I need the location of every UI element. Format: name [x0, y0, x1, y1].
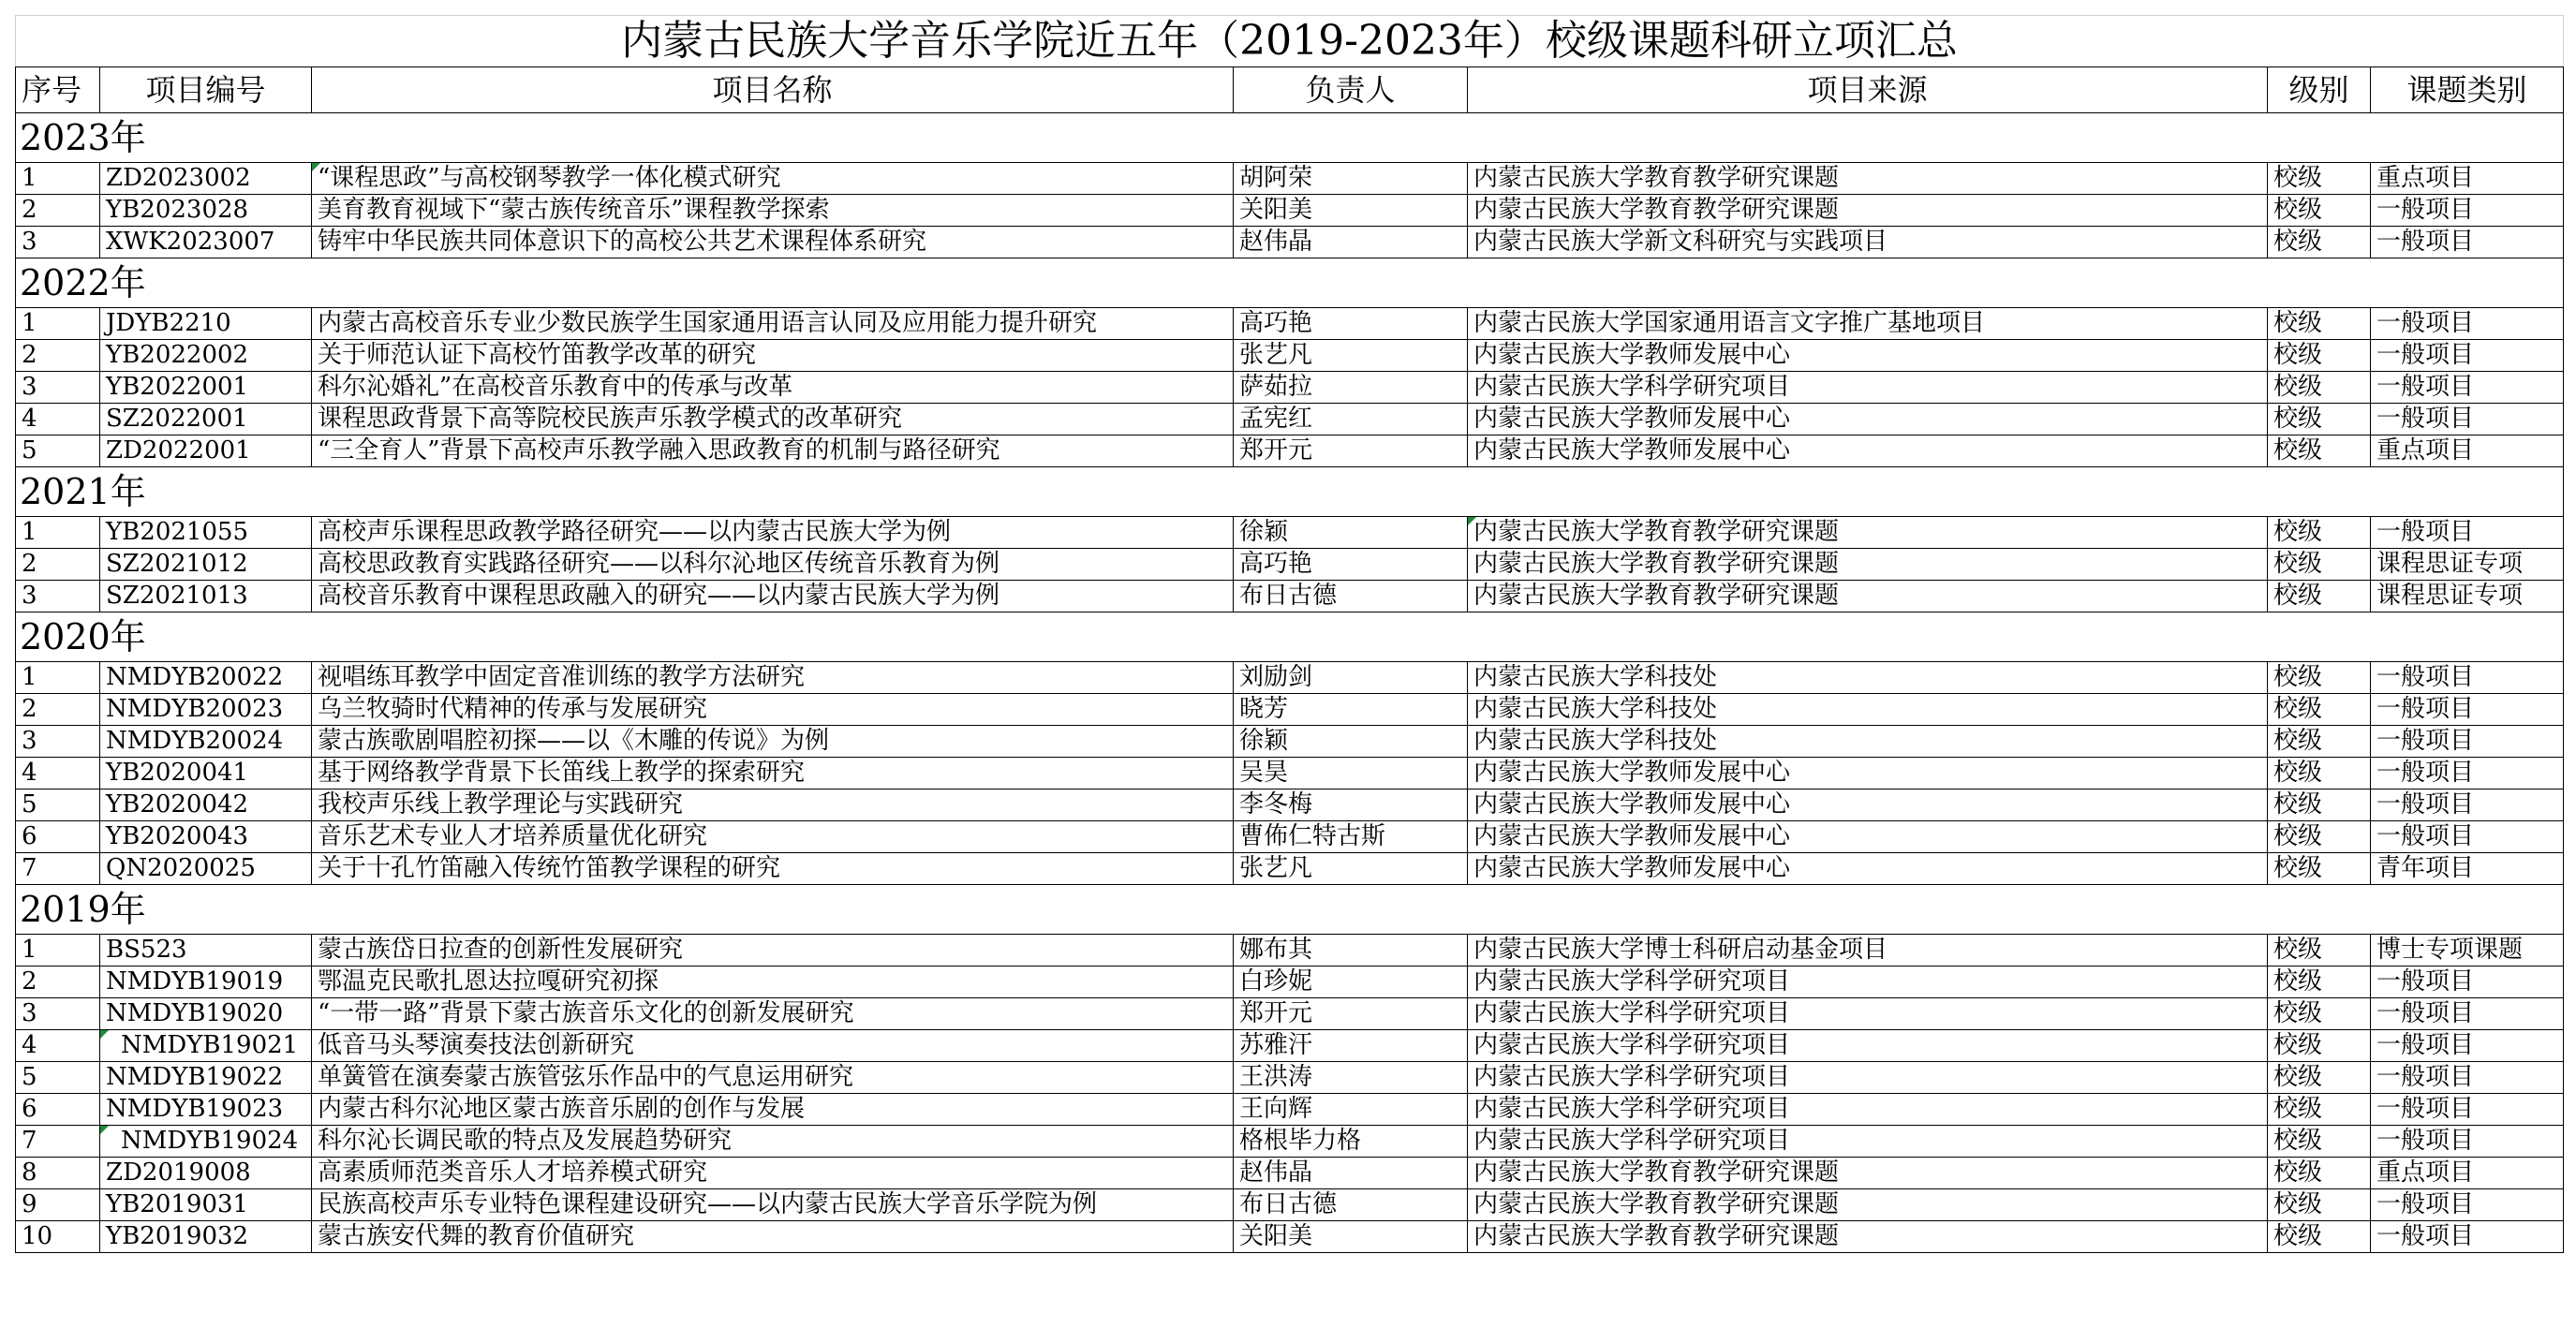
- col-header-index[interactable]: 序号: [16, 67, 100, 113]
- cell-category[interactable]: 一般项目: [2371, 662, 2564, 694]
- cell-level[interactable]: 校级: [2268, 726, 2371, 758]
- cell-leader[interactable]: 徐颖: [1234, 726, 1468, 758]
- cell-project-code[interactable]: ZD2019008: [100, 1158, 312, 1189]
- cell-project-name[interactable]: 我校声乐线上教学理论与实践研究: [312, 789, 1234, 821]
- cell-category[interactable]: 重点项目: [2371, 1158, 2564, 1189]
- cell-source[interactable]: 内蒙古民族大学科技处: [1468, 662, 2268, 694]
- cell-index[interactable]: 3: [16, 998, 100, 1030]
- cell-project-name[interactable]: 科尔沁婚礼”在高校音乐教育中的传承与改革: [312, 372, 1234, 404]
- cell-leader[interactable]: 关阳美: [1234, 1221, 1468, 1253]
- cell-source[interactable]: 内蒙古民族大学科学研究项目: [1468, 966, 2268, 998]
- cell-category[interactable]: 一般项目: [2371, 1062, 2564, 1094]
- cell-index[interactable]: 9: [16, 1189, 100, 1221]
- cell-index[interactable]: 1: [16, 163, 100, 195]
- cell-category[interactable]: 一般项目: [2371, 308, 2564, 340]
- cell-level[interactable]: 校级: [2268, 789, 2371, 821]
- cell-source[interactable]: 内蒙古民族大学教育教学研究课题: [1468, 1221, 2268, 1253]
- table-row: [16, 372, 2564, 404]
- cell-leader[interactable]: 张艺凡: [1234, 340, 1468, 372]
- cell-project-code[interactable]: NMDYB19021: [100, 1030, 312, 1062]
- cell-category[interactable]: 一般项目: [2371, 758, 2564, 789]
- cell-project-name[interactable]: 音乐艺术专业人才培养质量优化研究: [312, 821, 1234, 853]
- cell-category[interactable]: 一般项目: [2371, 372, 2564, 404]
- cell-source[interactable]: 内蒙古民族大学国家通用语言文字推广基地项目: [1468, 308, 2268, 340]
- col-header-level[interactable]: 级别: [2268, 67, 2371, 113]
- cell-leader[interactable]: 萨茹拉: [1234, 372, 1468, 404]
- cell-level[interactable]: 校级: [2268, 853, 2371, 885]
- cell-project-code[interactable]: XWK2023007: [100, 227, 312, 258]
- cell-source[interactable]: 内蒙古民族大学教师发展中心: [1468, 435, 2268, 467]
- cell-category[interactable]: 一般项目: [2371, 340, 2564, 372]
- cell-level[interactable]: 校级: [2268, 694, 2371, 726]
- table-row: [16, 581, 2564, 612]
- year-section-row: [16, 612, 2564, 662]
- table-row: [16, 1062, 2564, 1094]
- cell-category[interactable]: 一般项目: [2371, 1221, 2564, 1253]
- cell-category[interactable]: 一般项目: [2371, 966, 2564, 998]
- cell-source[interactable]: 内蒙古民族大学科技处: [1468, 694, 2268, 726]
- cell-leader[interactable]: 王向辉: [1234, 1094, 1468, 1126]
- col-header-name[interactable]: 项目名称: [312, 67, 1234, 113]
- cell-index[interactable]: 4: [16, 1030, 100, 1062]
- cell-leader[interactable]: 高巧艳: [1234, 308, 1468, 340]
- cell-project-code[interactable]: NMDYB19019: [100, 966, 312, 998]
- cell-index[interactable]: 2: [16, 694, 100, 726]
- cell-index[interactable]: 6: [16, 1094, 100, 1126]
- table-row: [16, 404, 2564, 435]
- cell-project-code[interactable]: YB2022002: [100, 340, 312, 372]
- cell-index[interactable]: 3: [16, 581, 100, 612]
- cell-category[interactable]: 一般项目: [2371, 195, 2564, 227]
- cell-leader[interactable]: 娜布其: [1234, 935, 1468, 966]
- cell-source[interactable]: 内蒙古民族大学教育教学研究课题: [1468, 1158, 2268, 1189]
- cell-level[interactable]: 校级: [2268, 1158, 2371, 1189]
- table-row: [16, 227, 2564, 258]
- cell-source[interactable]: 内蒙古民族大学科学研究项目: [1468, 1030, 2268, 1062]
- cell-project-name[interactable]: 单簧管在演奏蒙古族管弦乐作品中的气息运用研究: [312, 1062, 1234, 1094]
- cell-level[interactable]: 校级: [2268, 372, 2371, 404]
- cell-project-name[interactable]: 科尔沁长调民歌的特点及发展趋势研究: [312, 1126, 1234, 1158]
- table-row: [16, 662, 2564, 694]
- cell-source[interactable]: 内蒙古民族大学科技处: [1468, 726, 2268, 758]
- cell-category[interactable]: 一般项目: [2371, 821, 2564, 853]
- cell-leader[interactable]: 刘励剑: [1234, 662, 1468, 694]
- cell-category[interactable]: 一般项目: [2371, 694, 2564, 726]
- cell-source[interactable]: 内蒙古民族大学新文科研究与实践项目: [1468, 227, 2268, 258]
- table-row: [16, 726, 2564, 758]
- cell-category[interactable]: 一般项目: [2371, 726, 2564, 758]
- header-row: [16, 67, 2564, 113]
- cell-project-name[interactable]: 蒙古族安代舞的教育价值研究: [312, 1221, 1234, 1253]
- cell-source[interactable]: 内蒙古民族大学教育教学研究课题: [1468, 549, 2268, 581]
- sheet-title[interactable]: 内蒙古民族大学音乐学院近五年（2019-2023年）校级课题科研立项汇总: [16, 16, 2564, 67]
- cell-leader[interactable]: 胡阿荣: [1234, 163, 1468, 195]
- table-row: [16, 1221, 2564, 1253]
- cell-category[interactable]: 一般项目: [2371, 998, 2564, 1030]
- cell-source[interactable]: 内蒙古民族大学科学研究项目: [1468, 1062, 2268, 1094]
- table-row: [16, 821, 2564, 853]
- cell-project-code[interactable]: YB2019031: [100, 1189, 312, 1221]
- table-row: [16, 966, 2564, 998]
- cell-index[interactable]: 8: [16, 1158, 100, 1189]
- table-row: [16, 195, 2564, 227]
- cell-source[interactable]: 内蒙古民族大学教育教学研究课题: [1468, 1189, 2268, 1221]
- cell-level[interactable]: 校级: [2268, 1030, 2371, 1062]
- cell-leader[interactable]: 郑开元: [1234, 998, 1468, 1030]
- cell-category[interactable]: 一般项目: [2371, 1126, 2564, 1158]
- cell-category[interactable]: 一般项目: [2371, 227, 2564, 258]
- col-header-leader[interactable]: 负责人: [1234, 67, 1468, 113]
- cell-project-name[interactable]: 视唱练耳教学中固定音准训练的教学方法研究: [312, 662, 1234, 694]
- cell-leader[interactable]: 高巧艳: [1234, 549, 1468, 581]
- cell-leader[interactable]: 关阳美: [1234, 195, 1468, 227]
- cell-category[interactable]: 重点项目: [2371, 435, 2564, 467]
- col-header-code[interactable]: 项目编号: [100, 67, 312, 113]
- year-heading[interactable]: 2022年: [16, 258, 2564, 308]
- cell-level[interactable]: 校级: [2268, 998, 2371, 1030]
- cell-project-code[interactable]: NMDYB20023: [100, 694, 312, 726]
- table-row: [16, 694, 2564, 726]
- cell-project-name[interactable]: 高校思政教育实践路径研究——以科尔沁地区传统音乐教育为例: [312, 549, 1234, 581]
- cell-leader[interactable]: 吴昊: [1234, 758, 1468, 789]
- cell-index[interactable]: 4: [16, 758, 100, 789]
- cell-level[interactable]: 校级: [2268, 966, 2371, 998]
- year-heading[interactable]: 2019年: [16, 885, 2564, 935]
- cell-project-code[interactable]: YB2020043: [100, 821, 312, 853]
- cell-project-name[interactable]: “一带一路”背景下蒙古族音乐文化的创新发展研究: [312, 998, 1234, 1030]
- col-header-source[interactable]: 项目来源: [1468, 67, 2268, 113]
- cell-level[interactable]: 校级: [2268, 163, 2371, 195]
- cell-project-code[interactable]: SZ2021013: [100, 581, 312, 612]
- cell-project-name[interactable]: “课程思政”与高校钢琴教学一体化模式研究: [312, 163, 1234, 195]
- table-row: [16, 1158, 2564, 1189]
- cell-level[interactable]: 校级: [2268, 821, 2371, 853]
- year-section-row: [16, 885, 2564, 935]
- cell-leader[interactable]: 布日古德: [1234, 581, 1468, 612]
- cell-project-code[interactable]: NMDYB20024: [100, 726, 312, 758]
- cell-source[interactable]: 内蒙古民族大学科学研究项目: [1468, 998, 2268, 1030]
- table-row: [16, 340, 2564, 372]
- cell-leader[interactable]: 孟宪红: [1234, 404, 1468, 435]
- cell-index[interactable]: 2: [16, 340, 100, 372]
- table-row: [16, 758, 2564, 789]
- cell-leader[interactable]: 布日古德: [1234, 1189, 1468, 1221]
- cell-project-code[interactable]: JDYB2210: [100, 308, 312, 340]
- cell-category[interactable]: 一般项目: [2371, 404, 2564, 435]
- cell-source[interactable]: 内蒙古民族大学教育教学研究课题: [1468, 195, 2268, 227]
- table-row: [16, 789, 2564, 821]
- cell-project-name[interactable]: 内蒙古科尔沁地区蒙古族音乐剧的创作与发展: [312, 1094, 1234, 1126]
- cell-project-name[interactable]: 关于师范认证下高校竹笛教学改革的研究: [312, 340, 1234, 372]
- cell-project-code[interactable]: ZD2022001: [100, 435, 312, 467]
- table-row: [16, 853, 2564, 885]
- cell-index[interactable]: 1: [16, 308, 100, 340]
- table-row: [16, 549, 2564, 581]
- table-row: [16, 308, 2564, 340]
- cell-level[interactable]: 校级: [2268, 1062, 2371, 1094]
- table-row: [16, 1126, 2564, 1158]
- cell-leader[interactable]: 苏雅汗: [1234, 1030, 1468, 1062]
- cell-project-code[interactable]: YB2023028: [100, 195, 312, 227]
- cell-project-code[interactable]: NMDYB19020: [100, 998, 312, 1030]
- cell-index[interactable]: 2: [16, 195, 100, 227]
- cell-level[interactable]: 校级: [2268, 549, 2371, 581]
- cell-category[interactable]: 一般项目: [2371, 1189, 2564, 1221]
- cell-project-name[interactable]: “三全育人”背景下高校声乐教学融入思政教育的机制与路径研究: [312, 435, 1234, 467]
- cell-index[interactable]: 5: [16, 435, 100, 467]
- cell-project-code[interactable]: YB2020041: [100, 758, 312, 789]
- cell-project-name[interactable]: 关于十孔竹笛融入传统竹笛教学课程的研究: [312, 853, 1234, 885]
- cell-index[interactable]: 10: [16, 1221, 100, 1253]
- cell-project-code[interactable]: YB2020042: [100, 789, 312, 821]
- year-heading[interactable]: 2020年: [16, 612, 2564, 662]
- cell-level[interactable]: 校级: [2268, 1189, 2371, 1221]
- table-row: [16, 435, 2564, 467]
- cell-project-name[interactable]: 高素质师范类音乐人才培养模式研究: [312, 1158, 1234, 1189]
- cell-index[interactable]: 6: [16, 821, 100, 853]
- table-row: [16, 517, 2564, 549]
- title-row: [16, 16, 2564, 67]
- cell-index[interactable]: 3: [16, 726, 100, 758]
- cell-project-code[interactable]: YB2019032: [100, 1221, 312, 1253]
- cell-source[interactable]: 内蒙古民族大学教育教学研究课题: [1468, 163, 2268, 195]
- cell-source[interactable]: 内蒙古民族大学教师发展中心: [1468, 821, 2268, 853]
- cell-level[interactable]: 校级: [2268, 308, 2371, 340]
- cell-source[interactable]: 内蒙古民族大学教师发展中心: [1468, 340, 2268, 372]
- cell-level[interactable]: 校级: [2268, 435, 2371, 467]
- cell-project-name[interactable]: 民族高校声乐专业特色课程建设研究——以内蒙古民族大学音乐学院为例: [312, 1189, 1234, 1221]
- cell-index[interactable]: 3: [16, 227, 100, 258]
- cell-index[interactable]: 1: [16, 935, 100, 966]
- cell-category[interactable]: 一般项目: [2371, 1094, 2564, 1126]
- cell-level[interactable]: 校级: [2268, 195, 2371, 227]
- cell-source[interactable]: 内蒙古民族大学教师发展中心: [1468, 404, 2268, 435]
- cell-project-name[interactable]: 基于网络教学背景下长笛线上教学的探索研究: [312, 758, 1234, 789]
- cell-index[interactable]: 1: [16, 517, 100, 549]
- cell-project-name[interactable]: 课程思政背景下高等院校民族声乐教学模式的改革研究: [312, 404, 1234, 435]
- cell-leader[interactable]: 张艺凡: [1234, 853, 1468, 885]
- spreadsheet: [15, 15, 2563, 1253]
- table-row: [16, 163, 2564, 195]
- cell-project-code[interactable]: SZ2022001: [100, 404, 312, 435]
- cell-project-code[interactable]: YB2021055: [100, 517, 312, 549]
- cell-source[interactable]: 内蒙古民族大学教师发展中心: [1468, 758, 2268, 789]
- cell-index[interactable]: 7: [16, 853, 100, 885]
- cell-leader[interactable]: 曹佈仁特古斯: [1234, 821, 1468, 853]
- cell-source[interactable]: 内蒙古民族大学教育教学研究课题: [1468, 517, 2268, 549]
- projects-table: [15, 15, 2564, 1253]
- cell-level[interactable]: 校级: [2268, 517, 2371, 549]
- cell-level[interactable]: 校级: [2268, 662, 2371, 694]
- table-row: [16, 998, 2564, 1030]
- cell-category[interactable]: 课程思证专项: [2371, 581, 2564, 612]
- cell-project-name[interactable]: 高校声乐课程思政教学路径研究——以内蒙古民族大学为例: [312, 517, 1234, 549]
- cell-source[interactable]: 内蒙古民族大学科学研究项目: [1468, 1094, 2268, 1126]
- cell-leader[interactable]: 晓芳: [1234, 694, 1468, 726]
- cell-level[interactable]: 校级: [2268, 581, 2371, 612]
- cell-level[interactable]: 校级: [2268, 935, 2371, 966]
- cell-project-name[interactable]: 美育教育视域下“蒙古族传统音乐”课程教学探索: [312, 195, 1234, 227]
- year-heading[interactable]: 2023年: [16, 113, 2564, 163]
- cell-project-name[interactable]: 蒙古族岱日拉查的创新性发展研究: [312, 935, 1234, 966]
- cell-category[interactable]: 一般项目: [2371, 517, 2564, 549]
- cell-leader[interactable]: 赵伟晶: [1234, 1158, 1468, 1189]
- cell-project-code[interactable]: BS523: [100, 935, 312, 966]
- year-section-row: [16, 258, 2564, 308]
- cell-leader[interactable]: 郑开元: [1234, 435, 1468, 467]
- cell-source[interactable]: 内蒙古民族大学博士科研启动基金项目: [1468, 935, 2268, 966]
- cell-index[interactable]: 2: [16, 966, 100, 998]
- cell-leader[interactable]: 格根毕力格: [1234, 1126, 1468, 1158]
- cell-category[interactable]: 课程思证专项: [2371, 549, 2564, 581]
- cell-index[interactable]: 5: [16, 1062, 100, 1094]
- cell-level[interactable]: 校级: [2268, 1126, 2371, 1158]
- cell-index[interactable]: 2: [16, 549, 100, 581]
- cell-index[interactable]: 3: [16, 372, 100, 404]
- cell-index[interactable]: 4: [16, 404, 100, 435]
- cell-project-name[interactable]: 高校音乐教育中课程思政融入的研究——以内蒙古民族大学为例: [312, 581, 1234, 612]
- cell-level[interactable]: 校级: [2268, 758, 2371, 789]
- cell-category[interactable]: 一般项目: [2371, 789, 2564, 821]
- cell-leader[interactable]: 白珍妮: [1234, 966, 1468, 998]
- cell-level[interactable]: 校级: [2268, 404, 2371, 435]
- cell-project-code[interactable]: SZ2021012: [100, 549, 312, 581]
- cell-category[interactable]: 一般项目: [2371, 1030, 2564, 1062]
- cell-project-code[interactable]: NMDYB19023: [100, 1094, 312, 1126]
- cell-index[interactable]: 5: [16, 789, 100, 821]
- year-section-row: [16, 467, 2564, 517]
- cell-project-code[interactable]: NMDYB19024: [100, 1126, 312, 1158]
- cell-source[interactable]: 内蒙古民族大学教师发展中心: [1468, 853, 2268, 885]
- cell-source[interactable]: 内蒙古民族大学科学研究项目: [1468, 372, 2268, 404]
- year-heading[interactable]: 2021年: [16, 467, 2564, 517]
- cell-level[interactable]: 校级: [2268, 1221, 2371, 1253]
- cell-project-name[interactable]: 内蒙古高校音乐专业少数民族学生国家通用语言认同及应用能力提升研究: [312, 308, 1234, 340]
- year-section-row: [16, 113, 2564, 163]
- cell-category[interactable]: 博士专项课题: [2371, 935, 2564, 966]
- cell-index[interactable]: 7: [16, 1126, 100, 1158]
- cell-project-code[interactable]: ZD2023002: [100, 163, 312, 195]
- cell-category[interactable]: 重点项目: [2371, 163, 2564, 195]
- cell-category[interactable]: 青年项目: [2371, 853, 2564, 885]
- cell-project-code[interactable]: QN2020025: [100, 853, 312, 885]
- cell-leader[interactable]: 王洪涛: [1234, 1062, 1468, 1094]
- cell-project-code[interactable]: NMDYB19022: [100, 1062, 312, 1094]
- cell-level[interactable]: 校级: [2268, 227, 2371, 258]
- cell-level[interactable]: 校级: [2268, 340, 2371, 372]
- cell-leader[interactable]: 赵伟晶: [1234, 227, 1468, 258]
- cell-source[interactable]: 内蒙古民族大学教育教学研究课题: [1468, 581, 2268, 612]
- table-row: [16, 1030, 2564, 1062]
- cell-leader[interactable]: 李冬梅: [1234, 789, 1468, 821]
- cell-project-name[interactable]: 低音马头琴演奏技法创新研究: [312, 1030, 1234, 1062]
- cell-source[interactable]: 内蒙古民族大学科学研究项目: [1468, 1126, 2268, 1158]
- cell-source[interactable]: 内蒙古民族大学教师发展中心: [1468, 789, 2268, 821]
- table-row: [16, 1094, 2564, 1126]
- cell-project-name[interactable]: 鄂温克民歌扎恩达拉嘎研究初探: [312, 966, 1234, 998]
- cell-project-code[interactable]: NMDYB20022: [100, 662, 312, 694]
- cell-project-name[interactable]: 铸牢中华民族共同体意识下的高校公共艺术课程体系研究: [312, 227, 1234, 258]
- col-header-category[interactable]: 课题类别: [2371, 67, 2564, 113]
- table-row: [16, 1189, 2564, 1221]
- cell-project-code[interactable]: YB2022001: [100, 372, 312, 404]
- cell-project-name[interactable]: 蒙古族歌剧唱腔初探——以《木雕的传说》为例: [312, 726, 1234, 758]
- cell-level[interactable]: 校级: [2268, 1094, 2371, 1126]
- cell-project-name[interactable]: 乌兰牧骑时代精神的传承与发展研究: [312, 694, 1234, 726]
- cell-index[interactable]: 1: [16, 662, 100, 694]
- table-row: [16, 935, 2564, 966]
- cell-leader[interactable]: 徐颖: [1234, 517, 1468, 549]
